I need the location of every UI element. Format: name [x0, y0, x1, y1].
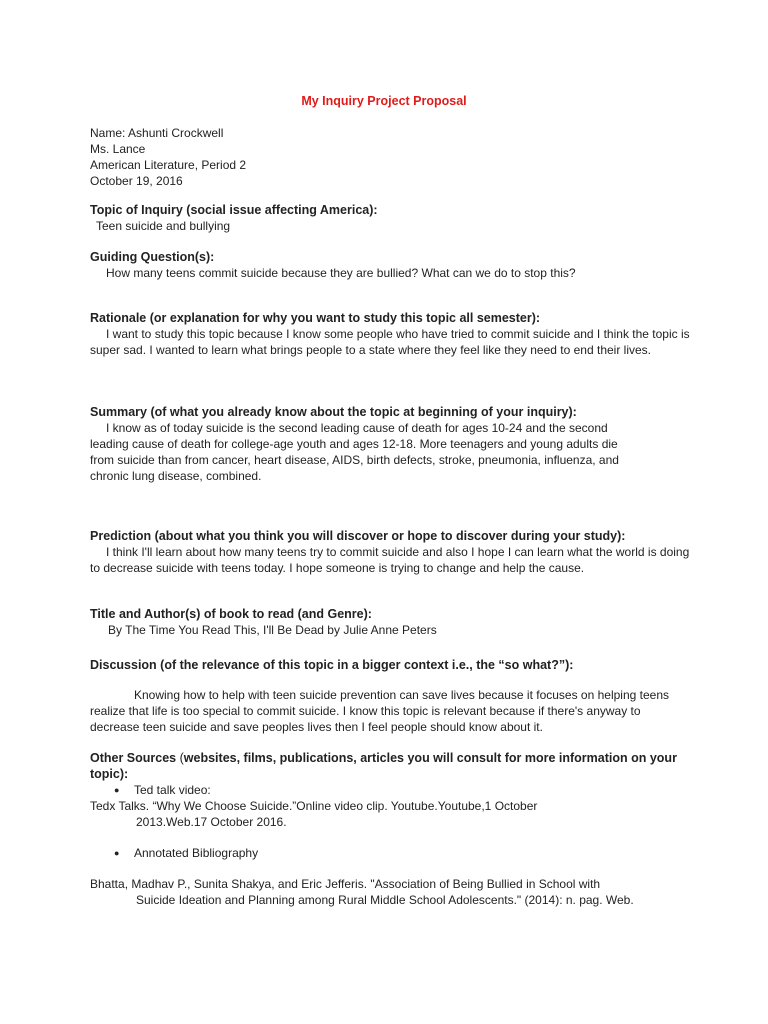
bullet-icon: ●	[114, 848, 120, 858]
course-name: American Literature, Period 2	[90, 158, 247, 172]
student-name: Name: Ashunti Crockwell	[90, 126, 224, 140]
sources-heading	[90, 750, 690, 782]
list-item	[90, 782, 690, 798]
sources-heading-bold: Other Sources	[90, 751, 177, 765]
summary-heading: Summary (of what you already know about the topic at beginning of your inquiry):	[90, 405, 577, 419]
discussion-heading: Discussion (of the relevance of this topic in a bigger context i.e., the “so what?”):	[90, 658, 574, 672]
guiding-heading: Guiding Question(s):	[90, 250, 215, 264]
student-info	[90, 125, 690, 189]
prediction-text: I think I'll learn about how many teens try to commit suicide and also I hope I can learn what the world is doing to decrease suicide with teens today. I hope someone is trying to change and help the cause.	[90, 545, 690, 575]
summary-text: I know as of today suicide is the second leading cause of death for ages 10-24 and the second leading cause of death for college-age youth and ages 12-18. More teenagers and young adults die from suicide than from cancer, heart disease, AIDS, birth defects, stroke, pneumonia, influenza, and chronic lung disease, combined.	[90, 421, 619, 483]
citation-line: Bhatta, Madhav P., Sunita Shakya, and Eric Jefferis. "Association of Being Bullied in School with	[90, 877, 601, 891]
prediction-heading: Prediction (about what you think you will discover or hope to discover during your study):	[90, 529, 626, 543]
citation-2	[90, 876, 690, 908]
prediction-section	[90, 528, 690, 576]
discussion-section	[90, 657, 690, 735]
list-item	[90, 845, 690, 861]
discussion-text: Knowing how to help with teen suicide prevention can save lives because it focuses on helping teens realize that life is too special to commit suicide. I know this topic is relevant because if there's anyway to decrease teen suicide and save peoples lives then I feel people should know about it.	[90, 688, 670, 734]
citation-line: 2013.Web.17 October 2016.	[136, 815, 287, 829]
bullet-text: Annotated Bibliography	[134, 846, 259, 860]
topic-text: Teen suicide and bullying	[96, 219, 231, 233]
rationale-section	[90, 310, 690, 358]
guiding-text: How many teens commit suicide because they are bullied? What can we do to stop this?	[106, 266, 576, 280]
citation-1	[90, 798, 690, 830]
guiding-question-section	[90, 249, 690, 281]
sources-heading-paren: (	[179, 751, 184, 765]
summary-section	[90, 404, 690, 484]
bullet-text: Ted talk video:	[134, 783, 211, 797]
teacher-name: Ms. Lance	[90, 142, 146, 156]
other-sources-section	[90, 750, 690, 908]
sources-heading-rest: websites, films, publications, articles you will consult for more information on your topic):	[90, 751, 677, 781]
book-text: By The Time You Read This, I'll Be Dead by Julie Anne Peters	[108, 623, 437, 637]
rationale-heading: Rationale (or explanation for why you want to study this topic all semester):	[90, 311, 541, 325]
book-heading: Title and Author(s) of book to read (and Genre):	[90, 607, 372, 621]
page-title: My Inquiry Project Proposal	[301, 94, 467, 108]
topic-heading: Topic of Inquiry (social issue affecting America):	[90, 203, 378, 217]
book-section	[90, 606, 690, 638]
rationale-text: I want to study this topic because I know some people who have tried to commit suicide and I think the topic is super sad. I wanted to learn what brings people to a state where they feel like they need to end their lives.	[90, 327, 690, 357]
document-date: October 19, 2016	[90, 174, 183, 188]
bullet-icon: ●	[114, 785, 120, 795]
citation-line: Tedx Talks. “Why We Choose Suicide.”Online video clip. Youtube.Youtube,1 October	[90, 799, 538, 813]
topic-section	[90, 202, 690, 234]
citation-line: Suicide Ideation and Planning among Rural Middle School Adolescents." (2014): n. pag. Web.	[136, 893, 634, 907]
